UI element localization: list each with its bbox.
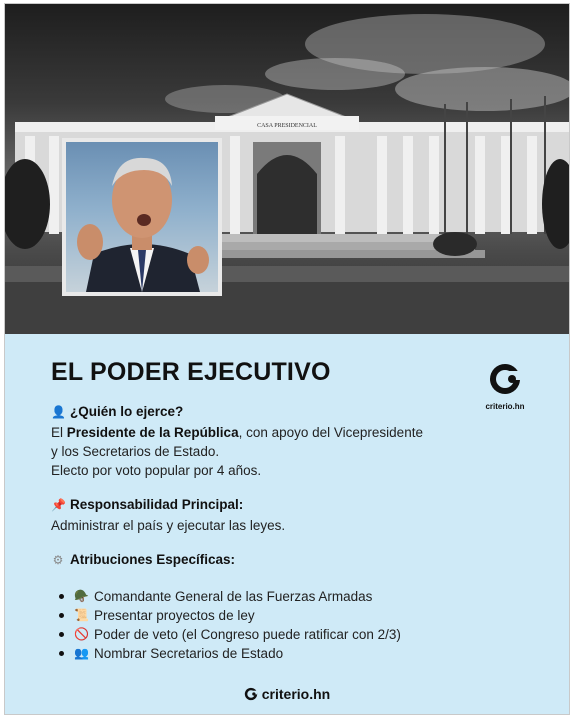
infographic-card	[4, 3, 570, 715]
bullet	[59, 613, 64, 618]
military-helmet-icon: 🪖	[74, 589, 89, 603]
pushpin-icon: 📌	[51, 497, 66, 512]
who-heading-text: ¿Quién lo ejerce?	[70, 404, 184, 419]
gear-icon: ⚙	[52, 552, 64, 567]
list-item: 🚫 Poder de veto (el Congreso puede ratificar con 2/3)	[59, 625, 401, 644]
bullet	[59, 632, 64, 637]
footer-brand: criterio.hn	[261, 686, 331, 702]
brand-name: criterio.hn	[485, 402, 525, 411]
powers-heading-text: Atribuciones Específicas:	[70, 552, 236, 567]
president-portrait	[62, 138, 222, 296]
bullet	[59, 594, 64, 599]
responsibility-heading-text: Responsabilidad Principal:	[70, 497, 244, 512]
person-icon: 👤	[51, 404, 66, 419]
bullet	[59, 651, 64, 656]
list-item: 🪖 Comandante General de las Fuerzas Armadas	[59, 587, 401, 606]
page-title: EL PODER EJECUTIVO	[51, 358, 331, 386]
footer	[5, 686, 569, 704]
powers-heading	[51, 552, 235, 567]
prohibited-icon: 🚫	[74, 627, 89, 641]
people-icon: 👥	[74, 646, 89, 660]
content-panel	[5, 334, 569, 715]
responsibility-text: Administrar el país y ejecutar las leyes.	[51, 518, 286, 533]
who-line-1: El Presidente de la República, con apoyo del Vicepresidente	[51, 425, 423, 440]
who-text	[51, 423, 423, 480]
hero-image	[5, 4, 569, 334]
building-sign-text: CASA PRESIDENCIAL	[257, 123, 317, 129]
scroll-icon: 📜	[74, 608, 89, 622]
who-heading	[51, 404, 183, 419]
list-item: 👥 Nombrar Secretarios de Estado	[59, 644, 401, 663]
president-bold: Presidente de la República	[66, 425, 239, 440]
powers-list	[59, 587, 401, 663]
criterio-logo-icon	[244, 687, 258, 701]
who-line-3: Electo por voto popular por 4 años.	[51, 463, 262, 478]
criterio-logo-icon	[488, 362, 522, 396]
brand-logo	[483, 362, 527, 411]
list-item: 📜 Presentar proyectos de ley	[59, 606, 401, 625]
responsibility-heading	[51, 497, 243, 512]
who-line-2: y los Secretarios de Estado.	[51, 444, 220, 459]
